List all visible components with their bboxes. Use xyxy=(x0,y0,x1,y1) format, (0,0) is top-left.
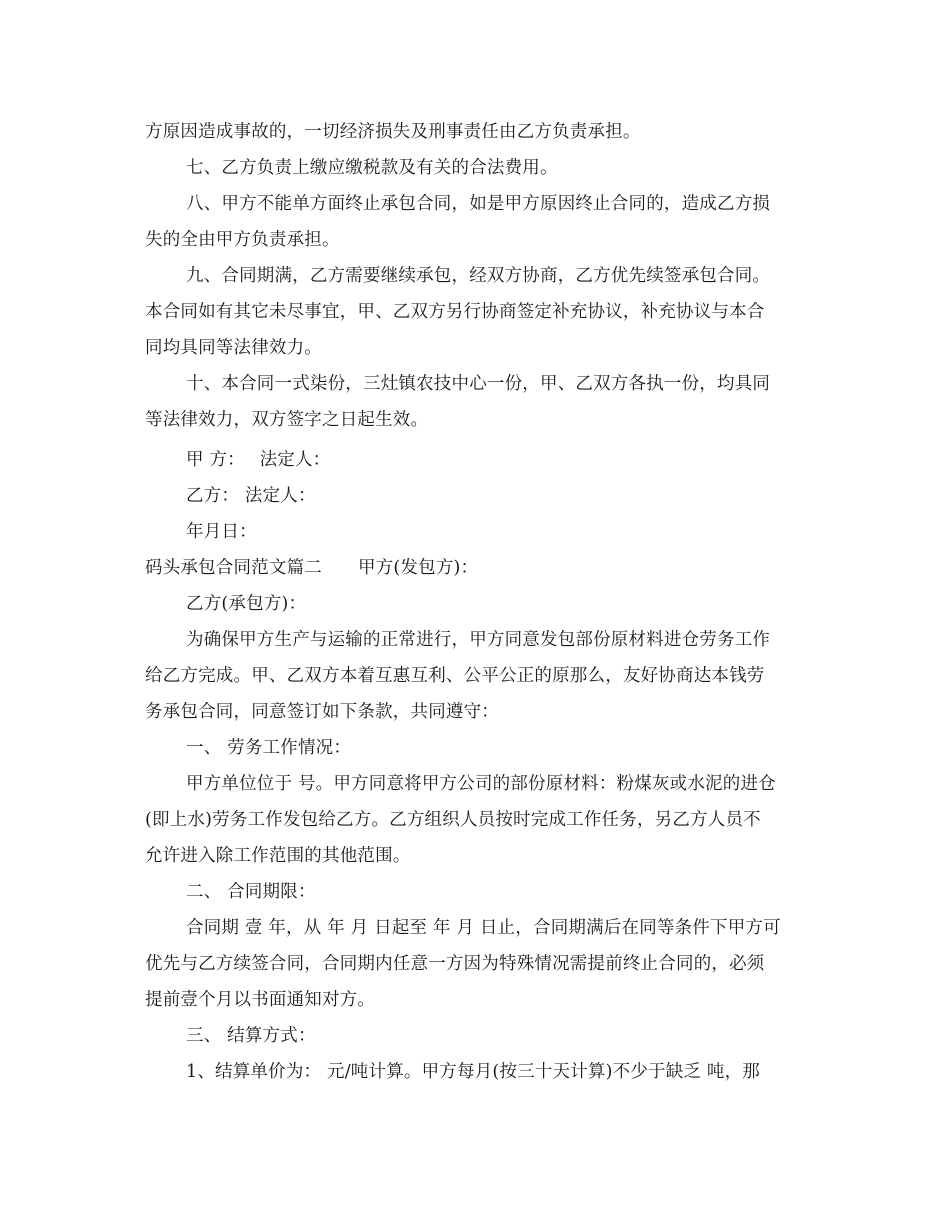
text-line: 七、乙方负责上缴应缴税款及有关的合法费用。 xyxy=(186,158,558,178)
clause-heading: 三、 结算方式： xyxy=(186,1026,316,1046)
text-line: 失的全由甲方负责承担。 xyxy=(145,230,340,250)
text-line: 务承包合同，同意签订如下条款，共同遵守： xyxy=(145,702,499,722)
text-line: (即上水)劳务工作发包给乙方。乙方组织人员按时完成工作任务，另乙方人员不 xyxy=(145,810,761,830)
section-title: 码头承包合同范文篇二 xyxy=(145,558,322,578)
text-line: 优先与乙方续签合同，合同期内任意一方因为特殊情况需提前终止合同的，必须 xyxy=(145,954,765,974)
text-line: 八、甲方不能单方面终止承包合同，如是甲方原因终止合同的，造成乙方损 xyxy=(186,194,771,214)
section-heading-row xyxy=(145,556,478,580)
party-b-label: 乙方(承包方)： xyxy=(186,594,307,614)
clause-heading: 一、 劳务工作情况： xyxy=(186,738,352,758)
text-line: 本合同如有其它未尽事宜，甲、乙双方另行协商签定补充协议，补充协议与本合 xyxy=(145,302,765,322)
clause-heading: 二、 合同期限： xyxy=(186,882,316,902)
text-line: 给乙方完成。甲、乙双方本着互惠互利、公平公正的原那么，友好协商达本钱劳 xyxy=(145,666,765,686)
party-a-label: 甲方(发包方)： xyxy=(358,558,479,578)
date-line: 年月日： xyxy=(186,522,257,542)
text-line: 提前壹个月以书面通知对方。 xyxy=(145,990,376,1010)
text-line: 允许进入除工作范围的其他范围。 xyxy=(145,846,411,866)
text-line: 九、合同期满，乙方需要继续承包，经双方协商，乙方优先续签承包合同。 xyxy=(186,266,771,286)
text-line: 1、结算单价为： 元/吨计算。甲方每月(按三十天计算)不少于缺乏 吨，那 xyxy=(186,1062,761,1082)
text-line: 等法律效力，双方签字之日起生效。 xyxy=(145,410,429,430)
text-line: 同均具同等法律效力。 xyxy=(145,338,322,358)
text-line: 甲方单位位于 号。甲方同意将甲方公司的部份原材料：粉煤灰或水泥的进仓 xyxy=(186,774,776,794)
party-a-signature-line: 甲 方： 法定人： xyxy=(186,450,331,470)
text-line: 合同期 壹 年，从 年 月 日起至 年 月 日止，合同期满后在同等条件下甲方可 xyxy=(186,918,781,938)
party-b-signature-line: 乙方： 法定人： xyxy=(186,486,316,506)
text-line: 方原因造成事故的，一切经济损失及刑事责任由乙方负责承担。 xyxy=(145,122,641,142)
text-line: 为确保甲方生产与运输的正常进行，甲方同意发包部份原材料进仓劳务工作 xyxy=(186,630,771,650)
text-line: 十、本合同一式柒份，三灶镇农技中心一份，甲、乙双方各执一份，均具同 xyxy=(186,374,771,394)
